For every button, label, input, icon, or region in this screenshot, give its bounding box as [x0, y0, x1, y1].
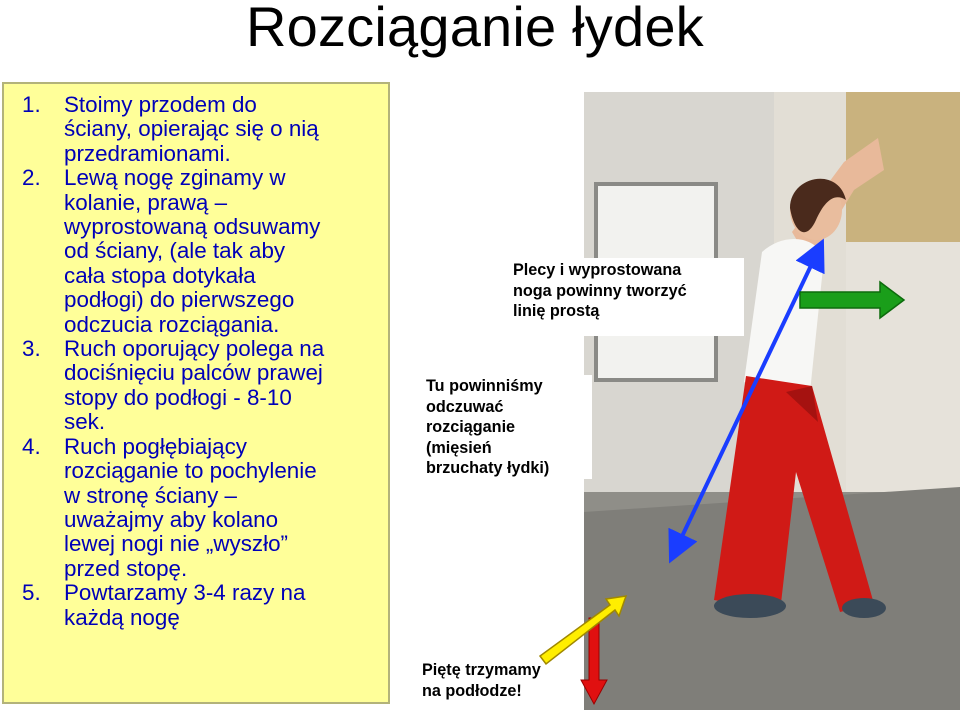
- callout-heel: Piętę trzymamy na podłodze!: [422, 661, 541, 700]
- step-number: 3.: [22, 336, 41, 362]
- step-text: Ruch oporujący polega na dociśnięciu palców prawej stopy do podłogi - 8-10 sek.: [64, 336, 325, 435]
- yellow-arrow-icon: [540, 596, 626, 664]
- step-text: Lewą nogę zginamy w kolanie, prawą – wyprostowaną odsuwamy od ściany, (ale tak aby cała stopa dotykała podłogi) do pierwszego odczucia rozciągania.: [64, 165, 321, 337]
- step-number: 2.: [22, 165, 41, 191]
- callout-back-leg-line: Plecy i wyprostowana noga powinny tworzyć linię prostą: [506, 258, 744, 336]
- step-text: Stoimy przodem do ściany, opierając się o nią przedramionami.: [64, 92, 319, 166]
- slide-title: Rozciąganie łydek: [246, 0, 704, 58]
- step-number: 4.: [22, 433, 41, 459]
- step-number: 1.: [22, 92, 41, 117]
- callout-calf-feel: Tu powinniśmy odczuwać rozciąganie (mięsień brzuchaty łydki): [416, 375, 592, 479]
- green-arrow-icon: [800, 282, 904, 318]
- step-text: Ruch pogłębiający rozciąganie to pochylenie w stronę ściany – uważajmy aby kolano lewej nogi nie „wyszło” przed stopę.: [64, 433, 317, 581]
- step-text: Powtarzamy 3-4 razy na każdą nogę: [64, 580, 306, 630]
- step-number: 5.: [22, 580, 41, 606]
